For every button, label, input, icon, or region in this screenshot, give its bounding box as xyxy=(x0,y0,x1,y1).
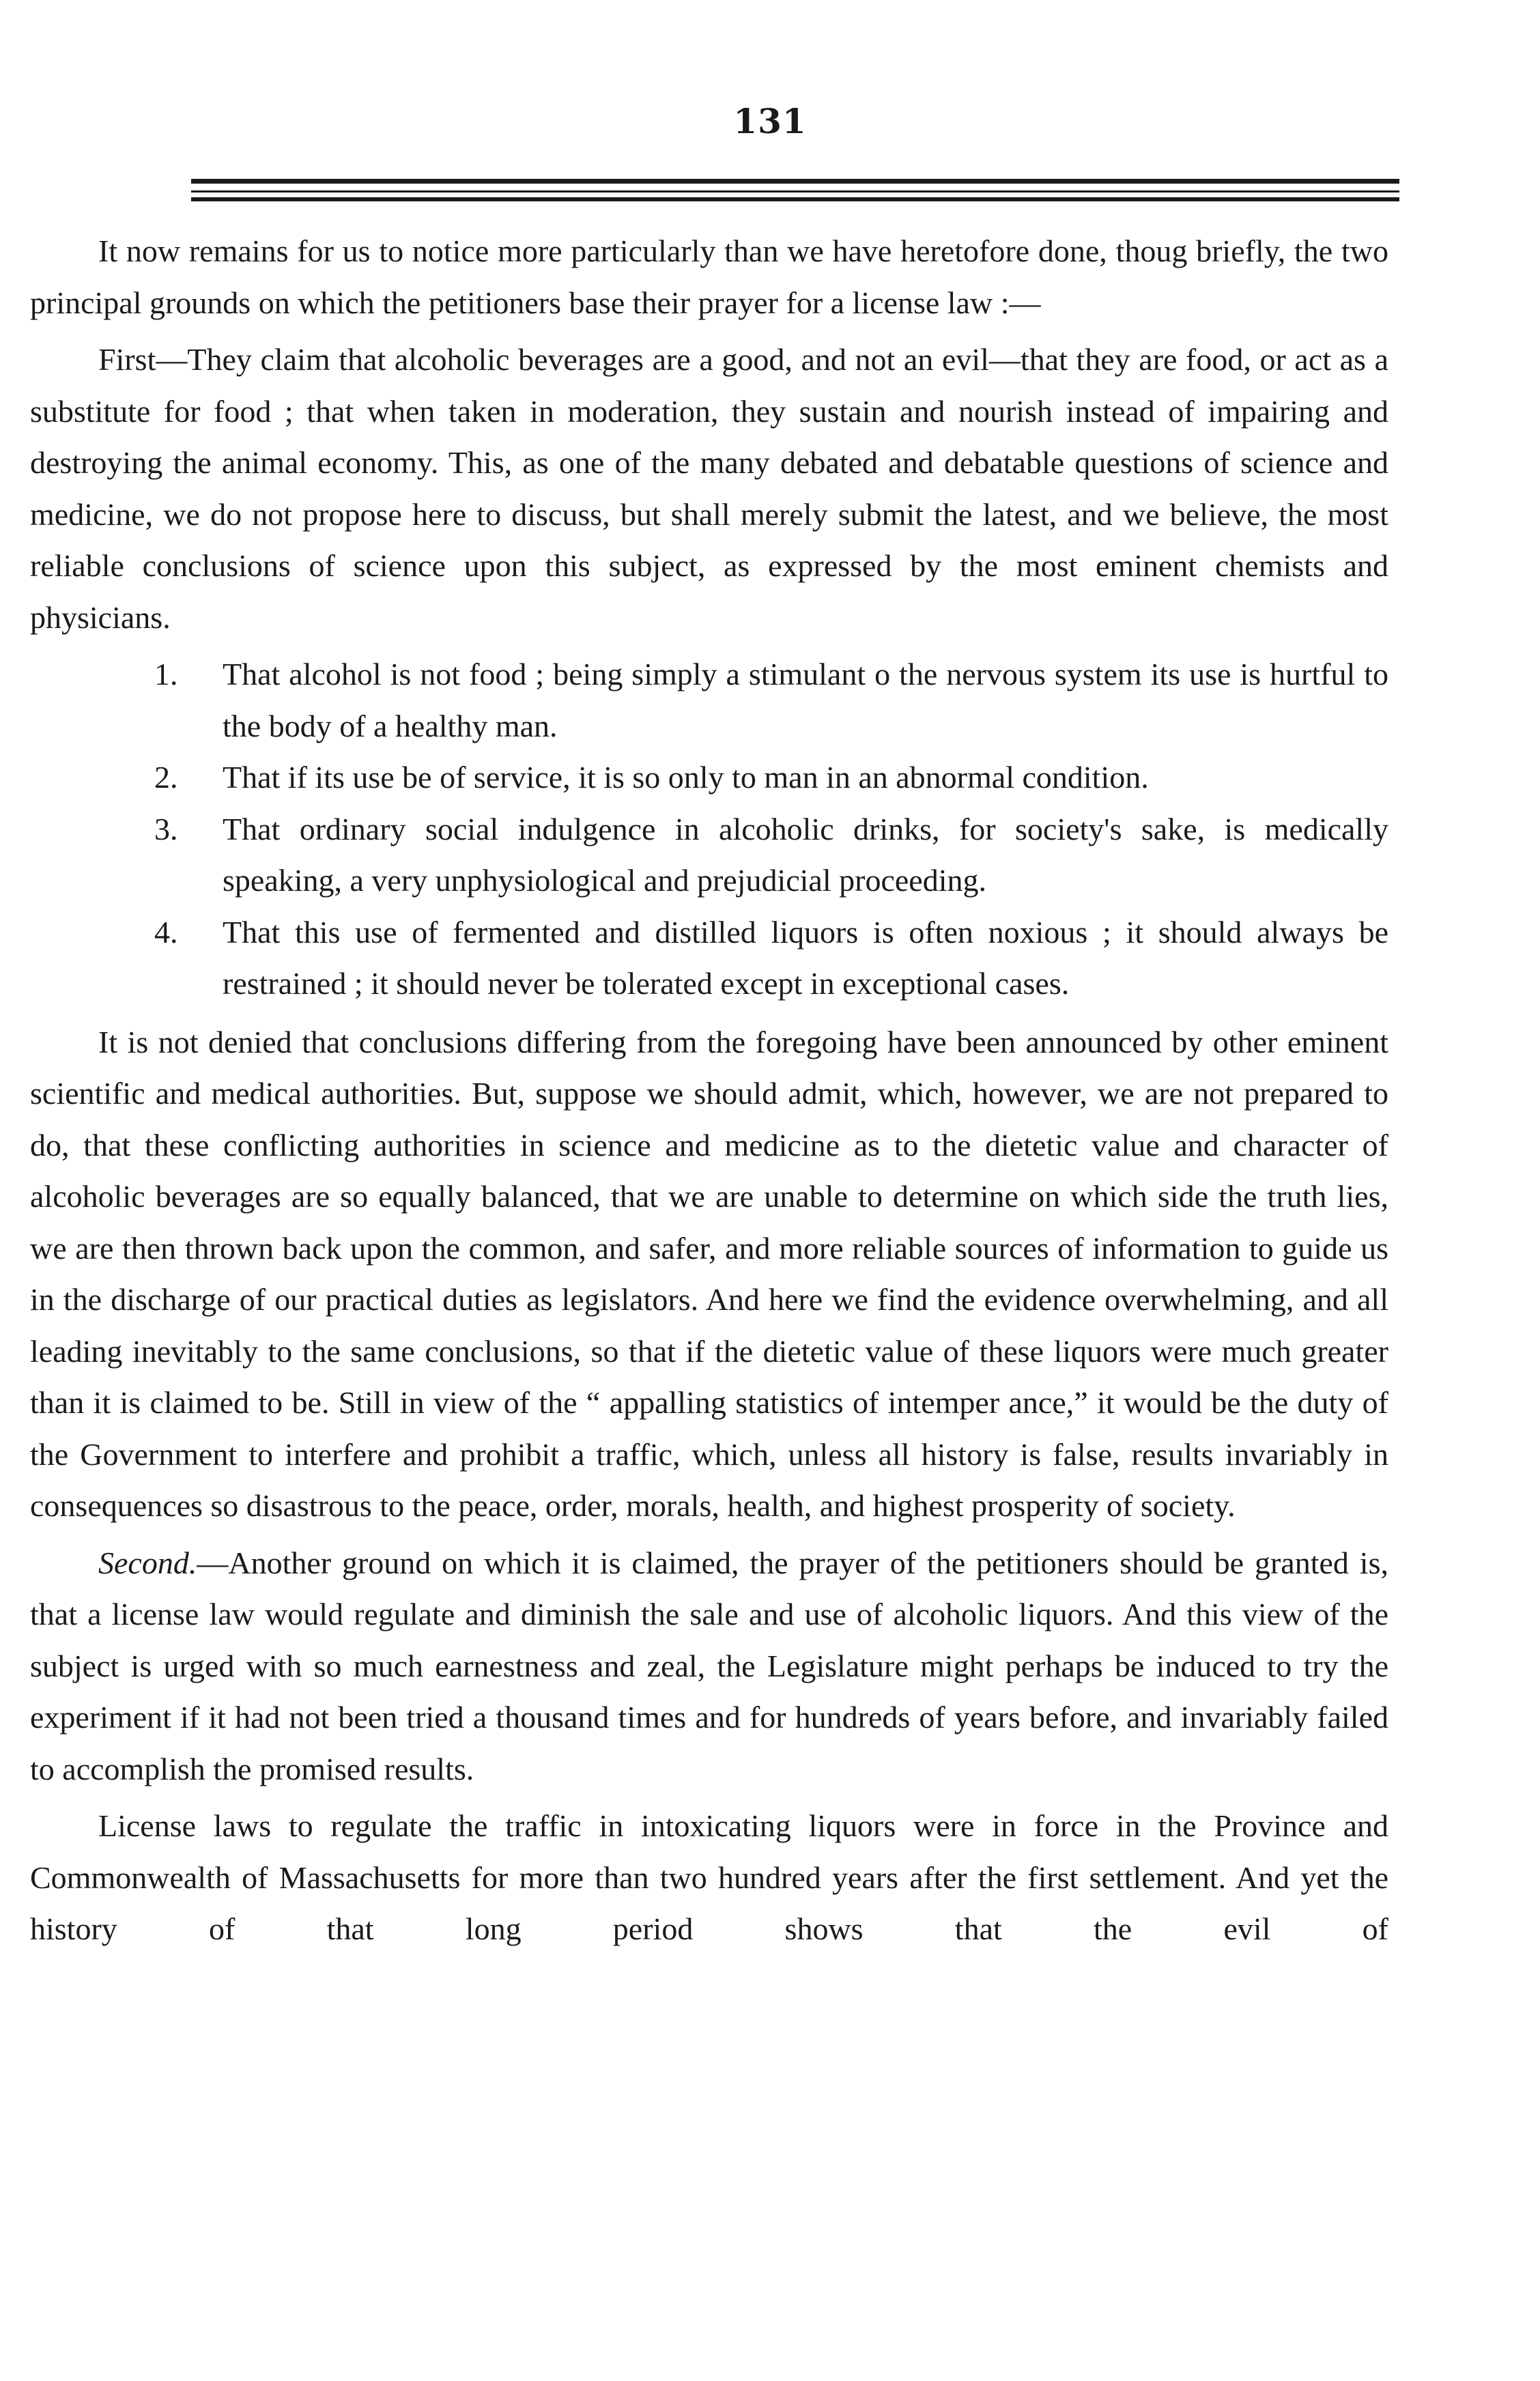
header-rule-top xyxy=(191,179,1399,184)
conclusion-item-2 xyxy=(30,752,1388,803)
second-lead: Second. xyxy=(98,1545,197,1580)
conclusion-text: That ordinary social indulgence in alcoholic drinks, for society's sake, is medically speaking, a very unphysiological and prejudicial proceeding. xyxy=(223,811,1388,898)
conclusion-number: 2. xyxy=(154,760,178,795)
paragraph-second-ground xyxy=(30,1537,1388,1795)
paragraph-license-laws: License laws to regulate the traffic in intoxicating liquors were in force in the Province and Commonwealth of Massachusetts for more than two hundred years after the first settlement. And yet the history of that long period shows that the evil of xyxy=(30,1808,1388,1946)
second-text: —Another ground on which it is claimed, the prayer of the petitioners should be granted is, that a license law would regulate and diminish the sale and use of alcoholic liquors. And this view of the subject is urged with so much earnestness and zeal, the Legislature might perhaps be induced to try the experiment if it had not been tried a thousand times and for hundreds of years before, and invariably failed to accomplish the promised results. xyxy=(30,1545,1388,1786)
header-rule-middle xyxy=(191,190,1399,193)
page-number: 131 xyxy=(733,101,807,141)
paragraph-first-ground: First—They claim that alcoholic beverages are a good, and not an evil—that they are food, or act as a substitute for food ; that when taken in moderation, they sustain and nourish instead of impairing and destroying the animal economy. This, as one of the many debated and debatable questions of science and medicine, we do not propose here to discuss, but shall merely submit the latest, and we believe, the most reliable conclusions of science upon this subject, as expressed by the most eminent chemists and physicians. xyxy=(30,342,1388,635)
conclusion-text: That if its use be of service, it is so only to man in an abnormal condition. xyxy=(223,760,1149,795)
header-rule-bottom xyxy=(191,197,1399,201)
paragraph-intro: It now remains for us to notice more particularly than we have heretofore done, thoug briefly, the two principal grounds on which the petitioners base their prayer for a license law :— xyxy=(30,233,1388,320)
conclusion-text: That this use of fermented and distilled liquors is often noxious ; it should always be restrained ; it should never be tolerated except in exceptional cases. xyxy=(223,914,1388,1001)
body-text xyxy=(30,225,1388,1961)
conclusion-item-1 xyxy=(30,648,1388,752)
conclusion-number: 1. xyxy=(154,657,178,692)
conclusion-text: That alcohol is not food ; being simply a stimulant o the nervous system its use is hurtful to the body of a healthy man. xyxy=(223,657,1388,743)
conclusion-item-4 xyxy=(30,907,1388,1010)
conclusion-number: 4. xyxy=(154,914,178,950)
paragraph-conflicting-authorities: It is not denied that conclusions differing from the foregoing have been announced by other eminent scientific and medical authorities. But, suppose we should admit, which, however, we are not prepared to do, that these conflicting authorities in science and medicine as to the dietetic value and character of alcoholic beverages are so equally balanced, that we are unable to determine on which side the truth lies, we are then thrown back upon the common, and safer, and more reliable sources of information to guide us in the discharge of our practical duties as legislators. And here we find the evidence overwhelming, and all leading inevitably to the same conclusions, so that if the dietetic value of these liquors were much greater than it is claimed to be. Still in view of the “ appalling statistics of intemper ance,” it would be the duty of the Government to interfere and prohibit a traffic, which, unless all history is false, results invariably in consequences so disastrous to the peace, order, morals, health, and highest prosperity of society. xyxy=(30,1024,1388,1523)
conclusion-number: 3. xyxy=(154,811,178,846)
conclusion-item-3 xyxy=(30,803,1388,907)
